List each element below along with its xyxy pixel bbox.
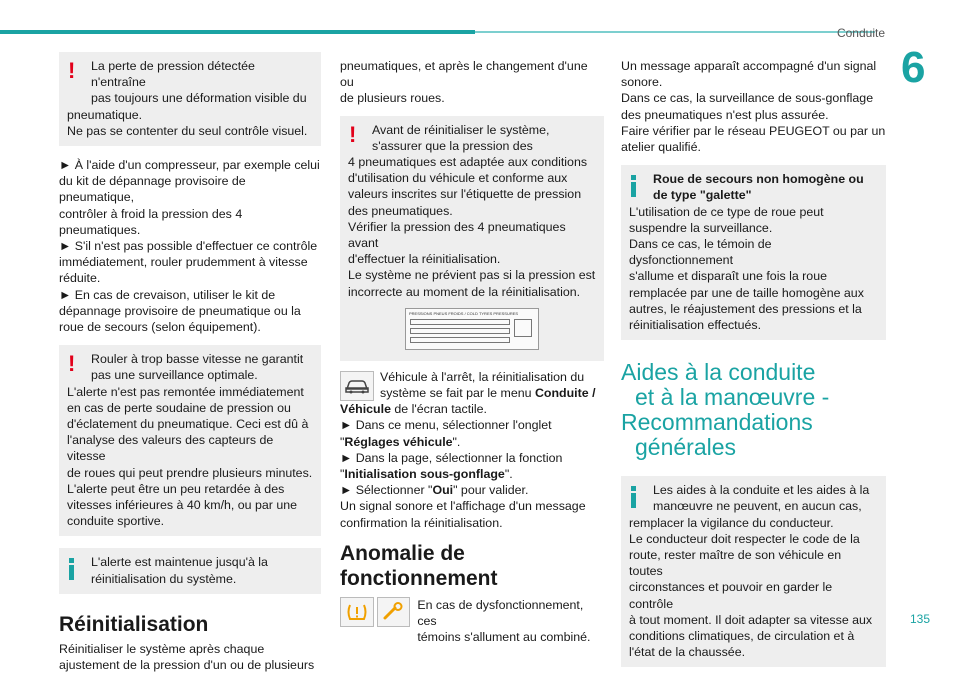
text-line: en cas de perte soudaine de pression ou [67, 400, 291, 415]
text-line: L'alerte n'est pas remontée immédiatement [67, 384, 304, 399]
text-line: témoins s'allument au combiné. [417, 630, 591, 645]
section-heading [621, 360, 886, 460]
text-span: de l'écran tactile. [390, 402, 488, 417]
text-line: dépannage provisoire de pneumatique ou la [59, 303, 301, 318]
text-line: Rouler à trop basse vitesse ne garantit [91, 352, 304, 367]
text-line: circonstances et pouvoir en garder le contrôle [629, 580, 833, 611]
text-line: confirmation la réinitialisation. [340, 515, 503, 530]
info-icon [69, 558, 74, 580]
text-line: réinitialisation effectués. [629, 318, 762, 333]
text-span: système se fait par le menu [380, 386, 535, 401]
heading-line: générales [635, 434, 737, 461]
text-line: L'alerte est maintenue jusqu'à la [91, 555, 268, 570]
text-line: réinitialisation du système. [91, 571, 237, 586]
text-line: La perte de pression détectée n'entraîne [91, 59, 255, 90]
text-line: Le conducteur doit respecter le code de la [629, 531, 860, 546]
anomaly-row [340, 597, 604, 646]
text-line: conduite sportive. [67, 514, 165, 529]
text-line: L'utilisation de ce type de roue peut [629, 204, 824, 219]
warning-icon: ! [68, 58, 76, 83]
text-line: route, rester maître de son véhicule en toutes [629, 548, 842, 579]
chapter-number: 6 [901, 43, 926, 92]
text-span: " pour valider. [453, 483, 529, 498]
text-line: Ne pas se contenter du seul contrôle visuel. [67, 123, 308, 138]
label-row [410, 319, 510, 325]
text-line: pneumatiques, et après le changement d'une ou [340, 59, 588, 90]
label-row [410, 337, 510, 343]
paragraph [621, 58, 886, 155]
text-line: pas toujours une déformation visible du [91, 91, 307, 106]
wrench-icon [377, 597, 411, 627]
text-line: ► S'il n'est pas possible d'effectuer ce contrôle [59, 239, 318, 254]
text-line: Un message apparaît accompagné d'un signal [621, 59, 877, 73]
text-line: des pneumatiques n'est plus assurée. [621, 107, 829, 122]
heading-line: Aides à la conduite [621, 359, 816, 386]
info-title: Roue de secours non homogène ou [653, 172, 864, 187]
text-line: vitesses inférieures à 40 km/h, ou par une [67, 498, 298, 513]
text-line: roue de secours (selon équipement). [59, 320, 261, 335]
info-icon [631, 175, 636, 197]
anomaly-text [413, 597, 604, 646]
function-name: Initialisation sous-gonflage [344, 467, 505, 482]
info-title: de type "galette" [653, 188, 752, 203]
section-heading: Réinitialisation [59, 612, 209, 636]
text-line: Véhicule à l'arrêt, la réinitialisation du [380, 369, 585, 384]
info-box [621, 476, 886, 667]
paragraph [340, 369, 604, 401]
column-2 [340, 52, 604, 645]
heading-line: et à la manœuvre - [635, 384, 830, 411]
text-span: ► Sélectionner " [340, 483, 433, 498]
label-caption: PRESSIONS PNEUS FROIDS / COLD TYRES PRESSURES [409, 310, 519, 316]
page-number: 135 [909, 612, 930, 626]
text-line: suspendre la surveillance. [629, 220, 773, 235]
text-line: d'effectuer la réinitialisation. [348, 252, 501, 267]
text-line: l'analyse des valeurs des capteurs de vitesse [67, 433, 274, 464]
text-line: valeurs inscrites sur l'étiquette de pression [348, 187, 582, 202]
text-line: réduite. [59, 271, 101, 286]
text-line: autres, le réajustement des pressions et la [629, 301, 862, 316]
vehicle-icon [340, 371, 374, 401]
label-symbol [514, 319, 532, 337]
text-line: atelier qualifié. [621, 140, 701, 155]
text-line: Vérifier la pression des 4 pneumatiques avant [348, 219, 566, 251]
text-line: conditions climatiques, de circulation et à [629, 629, 855, 644]
text-line: Dans ce cas, la surveillance de sous-gonflage [621, 91, 874, 106]
paragraph [340, 58, 604, 107]
text-line: des pneumatiques. [348, 203, 453, 218]
section-name: Conduite [836, 26, 885, 40]
text-line: ► Dans ce menu, sélectionner l'onglet [340, 418, 552, 433]
section-heading [340, 541, 604, 591]
text-line: sonore. [621, 75, 663, 90]
text-line: remplacer la vigilance du conducteur. [629, 515, 834, 530]
text-line: incorrecte au moment de la réinitialisation. [348, 284, 581, 299]
column-1 [59, 52, 321, 673]
warning-icon: ! [68, 351, 76, 377]
text-line: d'utilisation du véhicule et conforme aux [348, 171, 568, 186]
info-icon [631, 486, 636, 508]
text-line: L'alerte peut être un peu retardée à des [67, 481, 285, 496]
text-line: Avant de réinitialiser le système, [372, 122, 550, 137]
text-line: 4 pneumatiques est adaptée aux conditions [348, 155, 588, 170]
menu-path: Véhicule [340, 402, 391, 417]
text-line: s'assurer que la pression des [372, 138, 533, 153]
menu-tab-name: Réglages véhicule [344, 434, 453, 449]
text-line: Réinitialiser le système après chaque [59, 641, 265, 656]
text-line: Les aides à la conduite et les aides à la [653, 483, 870, 498]
heading-line: Anomalie de [340, 541, 465, 565]
header-bar-dark [0, 30, 475, 34]
text-line: pas une surveillance optimale. [91, 368, 258, 383]
text-line: pneumatique. [67, 107, 143, 122]
text-line: Faire vérifier par le réseau PEUGEOT ou par un [621, 123, 886, 138]
text-line: ► En cas de crevaison, utiliser le kit de [59, 287, 276, 302]
text-line: En cas de dysfonctionnement, ces [417, 597, 584, 629]
text-line: de roues qui peut prendre plusieurs minutes. [67, 465, 313, 480]
tpms-warning-icon [340, 597, 374, 627]
text-line: ► À l'aide d'un compresseur, par exemple celui [59, 158, 320, 173]
warning-box [340, 116, 604, 361]
warning-box [59, 345, 321, 536]
text-line: s'allume et disparaît une fois la roue [629, 269, 827, 284]
label-row [410, 328, 510, 334]
paragraph [59, 157, 321, 335]
text-line: immédiatement, rouler prudemment à vitesse [59, 255, 308, 270]
text-line: Dans ce cas, le témoin de dysfonctionnement [629, 237, 772, 268]
warning-icon: ! [349, 121, 357, 147]
column-3 [621, 52, 886, 667]
text-line: contrôler à froid la pression des 4 pneumatiques. [59, 206, 243, 237]
heading-line: Recommandations [621, 409, 813, 436]
heading-line: fonctionnement [340, 566, 498, 590]
text-line: de plusieurs roues. [340, 91, 445, 106]
tyre-pressure-label-image [405, 308, 539, 350]
paragraph: Véhicule de l'écran tactile. ► Dans ce menu, sélectionner l'onglet "Réglages véhicule". ► Dans la page, sélectionner la fonction "Initialisation sous-gonflage". ► Sélectionner "Oui" pour valider. Un signal sonore et l'affichage d'un message confirmation la réinitialisation. [340, 401, 604, 531]
menu-path: Conduite / [534, 386, 596, 401]
text-line: remplacée par une de taille homogène aux [629, 285, 864, 300]
text-line: l'état de la chaussée. [629, 645, 746, 660]
warning-box [59, 52, 321, 146]
text-line: ► Dans la page, sélectionner la fonction [340, 450, 563, 465]
text-line: manœuvre ne peuvent, en aucun cas, [653, 499, 862, 514]
text-line: Le système ne prévient pas si la pression est [348, 268, 596, 283]
info-box [59, 548, 321, 593]
paragraph [59, 641, 321, 673]
text-line: du kit de dépannage provisoire de pneumatique, [59, 174, 246, 205]
text-line: ajustement de la pression d'un ou de plusieurs [59, 658, 315, 673]
text-line: d'éclatement du pneumatique. Ceci est dû à [67, 417, 309, 432]
option-name: Oui [432, 483, 454, 498]
header-bar-light [475, 31, 875, 33]
info-box [621, 165, 886, 340]
text-line: à tout moment. Il doit adapter sa vitesse aux [629, 612, 873, 627]
text-line: Un signal sonore et l'affichage d'un message [340, 499, 586, 514]
